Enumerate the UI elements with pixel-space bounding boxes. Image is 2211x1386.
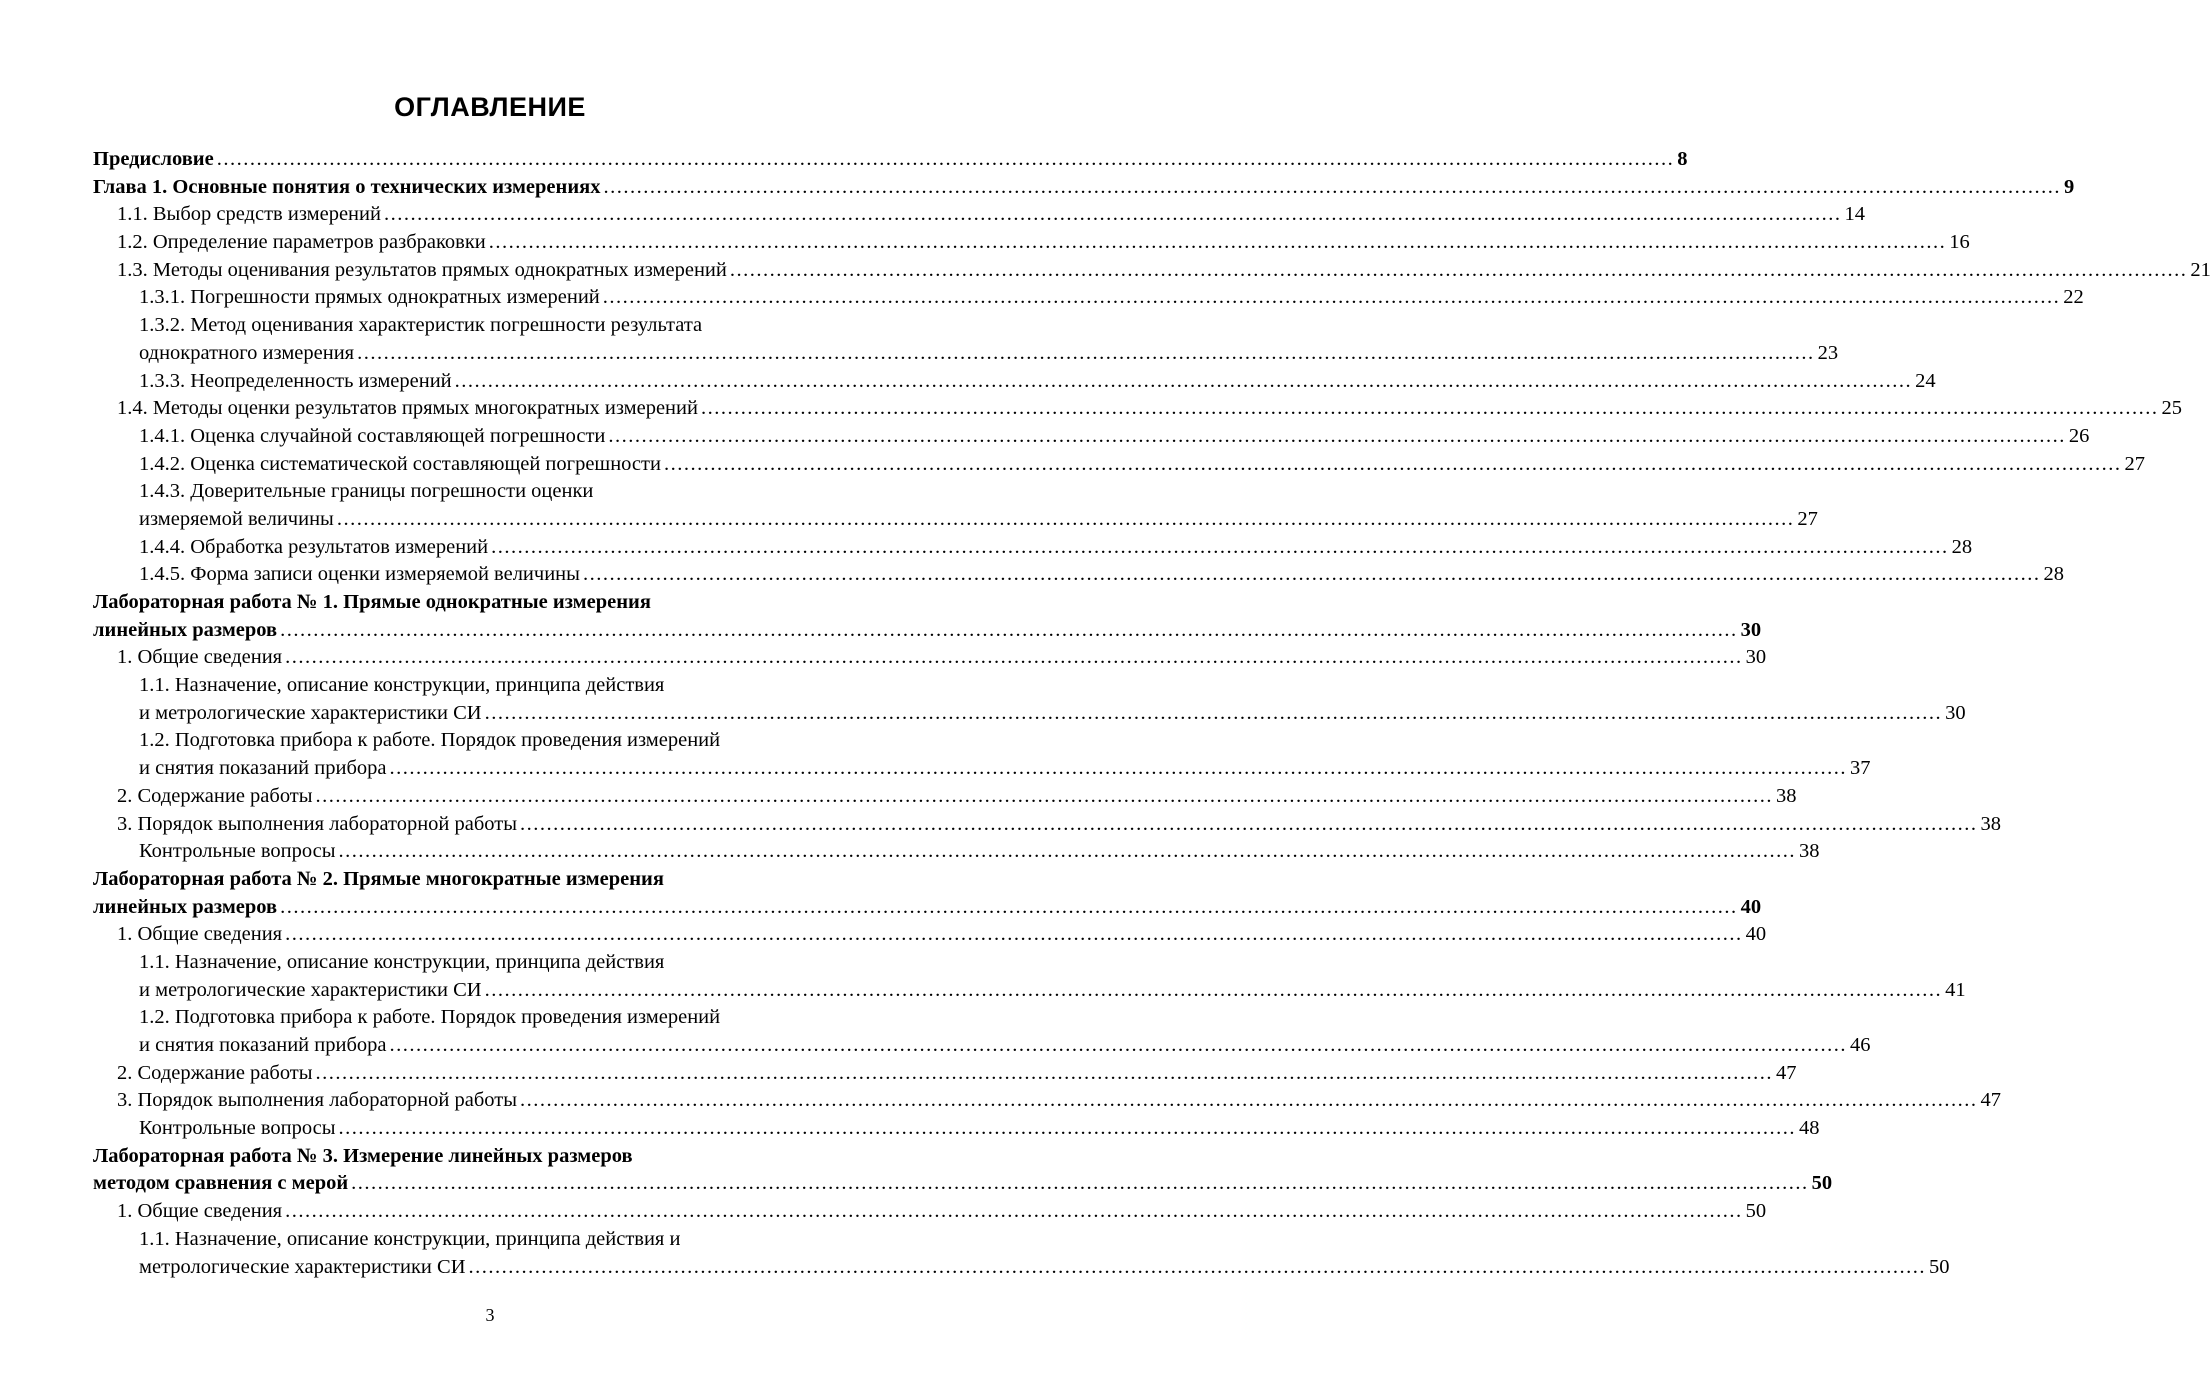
- dot-leader: ............................................................................................................................................................................................................................: [315, 1061, 1774, 1084]
- dot-leader: ............................................................................................................................................................................................................................: [729, 258, 2188, 281]
- toc-entry-text: 1.3.3. Неопределенность измерений: [139, 369, 452, 392]
- toc-entry: [93, 506, 1818, 534]
- dot-leader: ............................................................................................................................................................................................................................: [280, 895, 1738, 918]
- toc-entry: [93, 146, 1688, 174]
- page-number: 3: [485, 1305, 495, 1325]
- toc-entry: [93, 395, 2182, 423]
- toc-entry: [93, 977, 1966, 1005]
- toc-entry-text: линейных размеров: [93, 895, 278, 918]
- toc-entry: [93, 1004, 886, 1032]
- toc-page-number: 21: [2190, 258, 2211, 281]
- toc-entry-text: и снятия показаний прибора: [139, 1034, 387, 1056]
- toc-entry-text: 1.3.1. Погрешности прямых однократных измерений: [139, 286, 600, 309]
- dot-leader: ............................................................................................................................................................................................................................: [357, 341, 1815, 364]
- toc-entry-text: 1.1. Назначение, описание конструкции, принципа действия и: [139, 1227, 681, 1250]
- toc-page-number: 50: [1745, 1200, 1767, 1223]
- toc-entry: [93, 423, 2090, 451]
- dot-leader: ............................................................................................................................................................................................................................: [280, 618, 1738, 641]
- dot-leader: ............................................................................................................................................................................................................................: [383, 203, 1842, 226]
- toc-page-number: 38: [1980, 812, 2002, 835]
- toc-entry-text: 1.4.5. Форма записи оценки измеряемой величины: [139, 563, 580, 586]
- toc-entry-text: Предисловие: [93, 148, 214, 170]
- toc-entry: [93, 1087, 2002, 1115]
- toc-page-number: 47: [1776, 1061, 1797, 1084]
- dot-leader: ............................................................................................................................................................................................................................: [336, 507, 1795, 530]
- toc-page-number: 27: [2124, 452, 2145, 475]
- dot-leader: ............................................................................................................................................................................................................................: [468, 1255, 1926, 1278]
- toc-entry: [93, 174, 2075, 202]
- dot-leader: ............................................................................................................................................................................................................................: [351, 1172, 1809, 1195]
- toc-entry-text: 1.4.3. Доверительные границы погрешности оценки: [139, 480, 594, 503]
- toc-entry: [93, 312, 886, 340]
- toc-page-number: 25: [2161, 397, 2182, 420]
- toc-entry: [93, 894, 1762, 922]
- dot-leader: ............................................................................................................................................................................................................................: [491, 535, 1949, 558]
- toc-entry: [93, 838, 1820, 866]
- toc-page-number: 38: [1776, 784, 1797, 807]
- toc-entry-text: 1.3.2. Метод оценивания характеристик погрешности результата: [139, 314, 703, 337]
- toc-page-number: 37: [1850, 757, 1871, 780]
- toc-entry-text: 1. Общие сведения: [117, 1200, 283, 1223]
- toc-entry: [93, 617, 1762, 645]
- toc-entry-text: измеряемой величины: [139, 507, 334, 530]
- dot-leader: ............................................................................................................................................................................................................................: [520, 1089, 1978, 1112]
- toc-entry-text: Лабораторная работа № 1. Прямые однократные измерения: [93, 591, 651, 613]
- toc-entry-text: Контрольные вопросы: [139, 1117, 336, 1140]
- toc-entry-text: однократного измерения: [139, 341, 355, 364]
- toc-page-number: 8: [1677, 148, 1688, 170]
- toc-page-number: 50: [1929, 1255, 1950, 1278]
- toc-entry: [93, 727, 886, 755]
- dot-leader: ............................................................................................................................................................................................................................: [484, 978, 1943, 1001]
- toc-page-number: 27: [1797, 507, 1818, 530]
- dot-leader: ............................................................................................................................................................................................................................: [315, 784, 1774, 807]
- dot-leader: ............................................................................................................................................................................................................................: [700, 397, 2159, 420]
- toc-entry: [93, 866, 886, 894]
- toc-page-number: 22: [2063, 286, 2084, 309]
- toc-entry: [93, 1170, 1833, 1198]
- toc-page-number: 40: [1740, 895, 1762, 918]
- toc-entry: [93, 478, 886, 506]
- dot-leader: ............................................................................................................................................................................................................................: [582, 563, 2041, 586]
- toc-entry: [93, 201, 1865, 229]
- toc-entry: [93, 1060, 1797, 1088]
- toc-entry: [93, 1032, 1871, 1060]
- dot-leader: ............................................................................................................................................................................................................................: [285, 646, 1743, 669]
- toc-entry: [93, 1115, 1820, 1143]
- toc-entry: [93, 340, 1839, 368]
- toc-entry: [93, 1143, 886, 1171]
- toc-entry-text: 1.1. Назначение, описание конструкции, принципа действия: [139, 950, 665, 973]
- toc-entry: [93, 368, 1936, 396]
- toc-entry-text: методом сравнения с мерой: [93, 1172, 349, 1195]
- toc-entry-text: 1. Общие сведения: [117, 646, 283, 669]
- toc-page-number: 30: [1740, 618, 1762, 641]
- toc-page-number: 46: [1850, 1034, 1871, 1056]
- page-title: ОГЛАВЛЕНИЕ: [394, 92, 586, 122]
- toc-entry: [93, 700, 1966, 728]
- dot-leader: ............................................................................................................................................................................................................................: [285, 1200, 1743, 1223]
- toc-entry-text: 1.1. Выбор средств измерений: [117, 203, 381, 226]
- toc-entry: [93, 1226, 886, 1254]
- toc-entry-text: 1.2. Подготовка прибора к работе. Порядок проведения измерений: [139, 729, 721, 752]
- toc-page-number: 41: [1945, 978, 1966, 1001]
- toc-entry-text: линейных размеров: [93, 618, 278, 641]
- table-of-contents: [93, 146, 2211, 1281]
- toc-page-number: 26: [2068, 424, 2090, 447]
- toc-page-number: 23: [1817, 341, 1839, 364]
- dot-leader: ............................................................................................................................................................................................................................: [389, 1034, 1848, 1056]
- toc-page-number: 48: [1799, 1117, 1820, 1140]
- toc-entry-text: Лабораторная работа № 2. Прямые многократные измерения: [93, 867, 664, 890]
- toc-entry: [93, 949, 886, 977]
- toc-entry: [93, 534, 1973, 562]
- toc-page-number: 47: [1980, 1089, 2002, 1112]
- toc-entry-text: 1.4.4. Обработка результатов измерений: [139, 535, 489, 558]
- toc-entry-text: 1.4.1. Оценка случайной составляющей погрешности: [139, 424, 606, 447]
- toc-entry: [93, 921, 1767, 949]
- dot-leader: ............................................................................................................................................................................................................................: [663, 452, 2122, 475]
- toc-page-number: 38: [1799, 840, 1820, 863]
- toc-entry: [93, 1254, 1950, 1282]
- toc-entry-text: Лабораторная работа № 3. Измерение линейных размеров: [93, 1144, 633, 1167]
- toc-entry: [93, 229, 1970, 257]
- toc-entry-text: 1.2. Определение параметров разбраковки: [117, 231, 486, 254]
- toc-page-number: 30: [1945, 701, 1966, 724]
- toc-page-number: 30: [1745, 646, 1767, 669]
- toc-entry-text: 3. Порядок выполнения лабораторной работы: [117, 812, 518, 835]
- toc-entry: [93, 257, 2211, 285]
- toc-page-number: 50: [1811, 1172, 1833, 1195]
- dot-leader: ............................................................................................................................................................................................................................: [454, 369, 1913, 392]
- dot-leader: ............................................................................................................................................................................................................................: [285, 923, 1743, 946]
- toc-page-number: 9: [2064, 175, 2075, 198]
- toc-entry: [93, 451, 2145, 479]
- toc-page-number: 28: [1951, 535, 1973, 558]
- dot-leader: ............................................................................................................................................................................................................................: [602, 286, 2061, 309]
- toc-entry-text: 2. Содержание работы: [117, 784, 313, 807]
- dot-leader: ............................................................................................................................................................................................................................: [608, 424, 2066, 447]
- toc-entry-text: и метрологические характеристики СИ: [139, 701, 482, 724]
- toc-entry: [93, 284, 2084, 312]
- dot-leader: ............................................................................................................................................................................................................................: [338, 1117, 1797, 1140]
- toc-entry: [93, 672, 886, 700]
- dot-leader: ............................................................................................................................................................................................................................: [488, 231, 1947, 254]
- toc-entry: [93, 561, 2064, 589]
- toc-entry-text: и метрологические характеристики СИ: [139, 978, 482, 1001]
- toc-entry-text: Глава 1. Основные понятия о технических измерениях: [93, 175, 601, 198]
- toc-entry: [93, 783, 1797, 811]
- dot-leader: ............................................................................................................................................................................................................................: [484, 701, 1943, 724]
- toc-entry-text: 1.4.2. Оценка систематической составляющей погрешности: [139, 452, 661, 475]
- toc-entry: [93, 589, 886, 617]
- toc-entry-text: 1.4. Методы оценки результатов прямых многократных измерений: [117, 397, 698, 420]
- dot-leader: ............................................................................................................................................................................................................................: [338, 840, 1797, 863]
- dot-leader: ............................................................................................................................................................................................................................: [216, 148, 1675, 170]
- toc-page-number: 40: [1745, 923, 1767, 946]
- toc-entry: [93, 1198, 1767, 1226]
- toc-page-number: 14: [1844, 203, 1865, 226]
- toc-entry-text: 1.1. Назначение, описание конструкции, принципа действия: [139, 674, 665, 697]
- toc-page-number: 24: [1915, 369, 1936, 392]
- toc-entry-text: 3. Порядок выполнения лабораторной работы: [117, 1089, 518, 1112]
- toc-entry: [93, 811, 2002, 839]
- toc-entry-text: Контрольные вопросы: [139, 840, 336, 863]
- dot-leader: ............................................................................................................................................................................................................................: [603, 175, 2061, 198]
- dot-leader: ............................................................................................................................................................................................................................: [520, 812, 1978, 835]
- toc-entry: [93, 755, 1871, 783]
- toc-entry-text: и снятия показаний прибора: [139, 757, 387, 780]
- toc-page-number: 16: [1949, 231, 1970, 254]
- toc-page-number: 28: [2043, 563, 2064, 586]
- toc-entry-text: метрологические характеристики СИ: [139, 1255, 466, 1278]
- toc-entry-text: 1. Общие сведения: [117, 923, 283, 946]
- dot-leader: ............................................................................................................................................................................................................................: [389, 757, 1848, 780]
- toc-entry: [93, 644, 1767, 672]
- toc-entry-text: 1.2. Подготовка прибора к работе. Порядок проведения измерений: [139, 1006, 721, 1029]
- toc-entry-text: 2. Содержание работы: [117, 1061, 313, 1084]
- toc-entry-text: 1.3. Методы оценивания результатов прямых однократных измерений: [117, 258, 727, 281]
